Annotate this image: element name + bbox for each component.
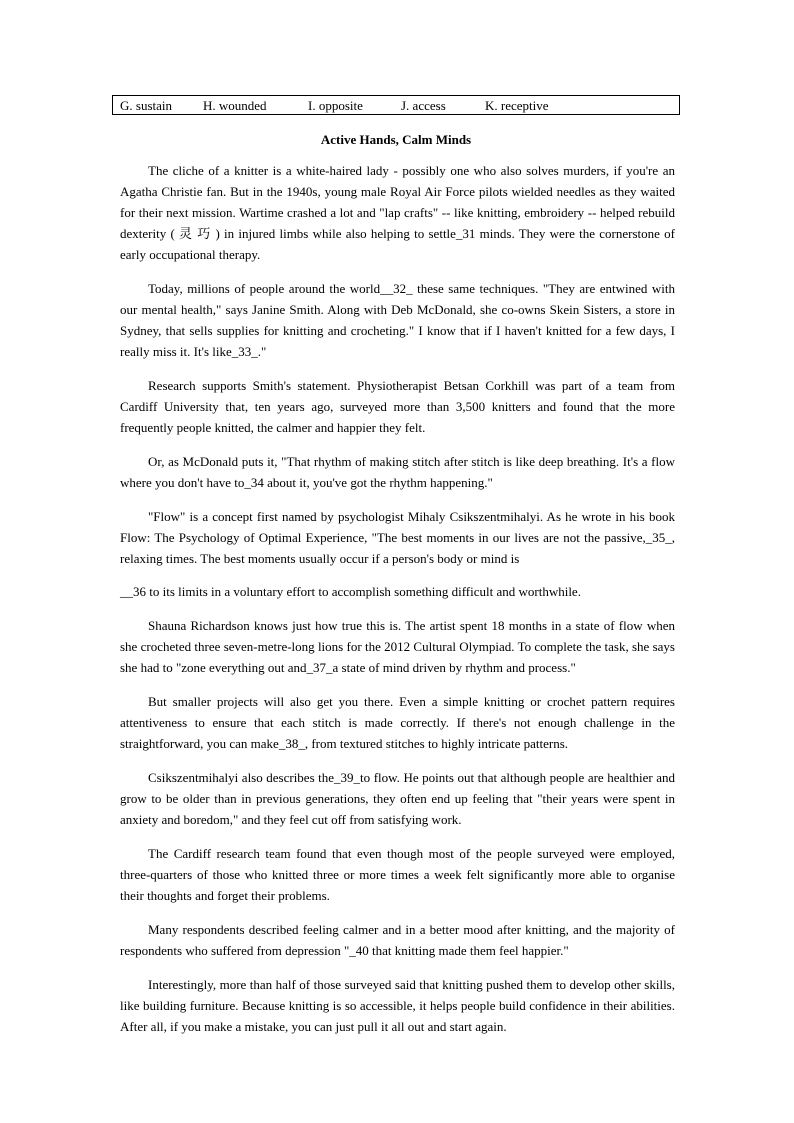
paragraph-4: Or, as McDonald puts it, "That rhythm of making stitch after stitch is like deep breathing. It's a flow where you don't have to_34 about it, you've got the rhythm happening." [120,454,675,490]
paragraph-12: Interestingly, more than half of those surveyed said that knitting pushed them to develop other skills, like building furniture. Because knitting is so accessible, it helps people build confidence in their abilities. After all, if you make a mistake, you can just pull it all out and start again. [120,977,675,1034]
paragraph-8: But smaller projects will also get you there. Even a simple knitting or crochet pattern requires attentiveness to ensure that each stitch is made correctly. If there's not enough challenge in the straightforward, you can make_38_, from textured stitches to highly intricate patterns. [120,694,675,751]
option-h: H. wounded [203,98,267,113]
option-j: J. access [401,98,446,113]
option-k: K. receptive [485,98,549,113]
option-g: G. sustain [120,98,172,113]
paragraph-9: Csikszentmihalyi also describes the_39_to flow. He points out that although people are healthier and grow to be older than in previous generations, they often end up feeling that "their years were spent in anxiety and boredom," and they feel cut off from satisfying work. [120,770,675,827]
passage-body [120,160,675,1050]
paragraph-2: Today, millions of people around the world__32_ these same techniques. "They are entwined with our mental health," says Janine Smith. Along with Deb McDonald, she co-owns Skein Sisters, a store in Sydney, that sells supplies for knitting and crocheting." I know that if I haven't knitted for a few days, I really miss it. It's like_33_." [120,281,675,359]
paragraph-5: "Flow" is a concept first named by psychologist Mihaly Csikszentmihalyi. As he wrote in his book Flow: The Psychology of Optimal Experience, "The best moments in our lives are not the passive,_35_, relaxing times. The best moments usually occur if a person's body or mind is [120,509,675,566]
passage-title: Active Hands, Calm Minds [320,132,472,147]
paragraph-10: The Cardiff research team found that even though most of the people surveyed were employed, three-quarters of those who knitted three or more times a week felt significantly more able to organise their thoughts and forget their problems. [120,846,675,903]
option-i: I. opposite [308,98,363,113]
paragraph-3: Research supports Smith's statement. Physiotherapist Betsan Corkhill was part of a team from Cardiff University that, ten years ago, surveyed more than 3,500 knitters and found that the more frequently people knitted, the calmer and happier they felt. [120,378,675,435]
paragraph-6: __36 to its limits in a voluntary effort to accomplish something difficult and worthwhile. [120,584,581,599]
paragraph-7: Shauna Richardson knows just how true this is. The artist spent 18 months in a state of flow when she crocheted three seven-metre-long lions for the 2012 Cultural Olympiad. To complete the task, she says she had to "zone everything out and_37_a state of mind driven by rhythm and process." [120,618,675,675]
paragraph-11: Many respondents described feeling calmer and in a better mood after knitting, and the majority of respondents who suffered from depression "_40 that knitting made them feel happier." [120,922,675,958]
word-bank-box [112,95,680,115]
paragraph-1: The cliche of a knitter is a white-haired lady - possibly one who also solves murders, if you're an Agatha Christie fan. But in the 1940s, young male Royal Air Force pilots wielded needles as they waited for their next mission. Wartime crashed a lot and "lap crafts" -- like knitting, embroidery -- helped rebuild dexterity ( 灵 巧 ) in injured limbs while also helping to settle_31 minds. They were the cornerstone of early occupational therapy. [120,163,675,262]
